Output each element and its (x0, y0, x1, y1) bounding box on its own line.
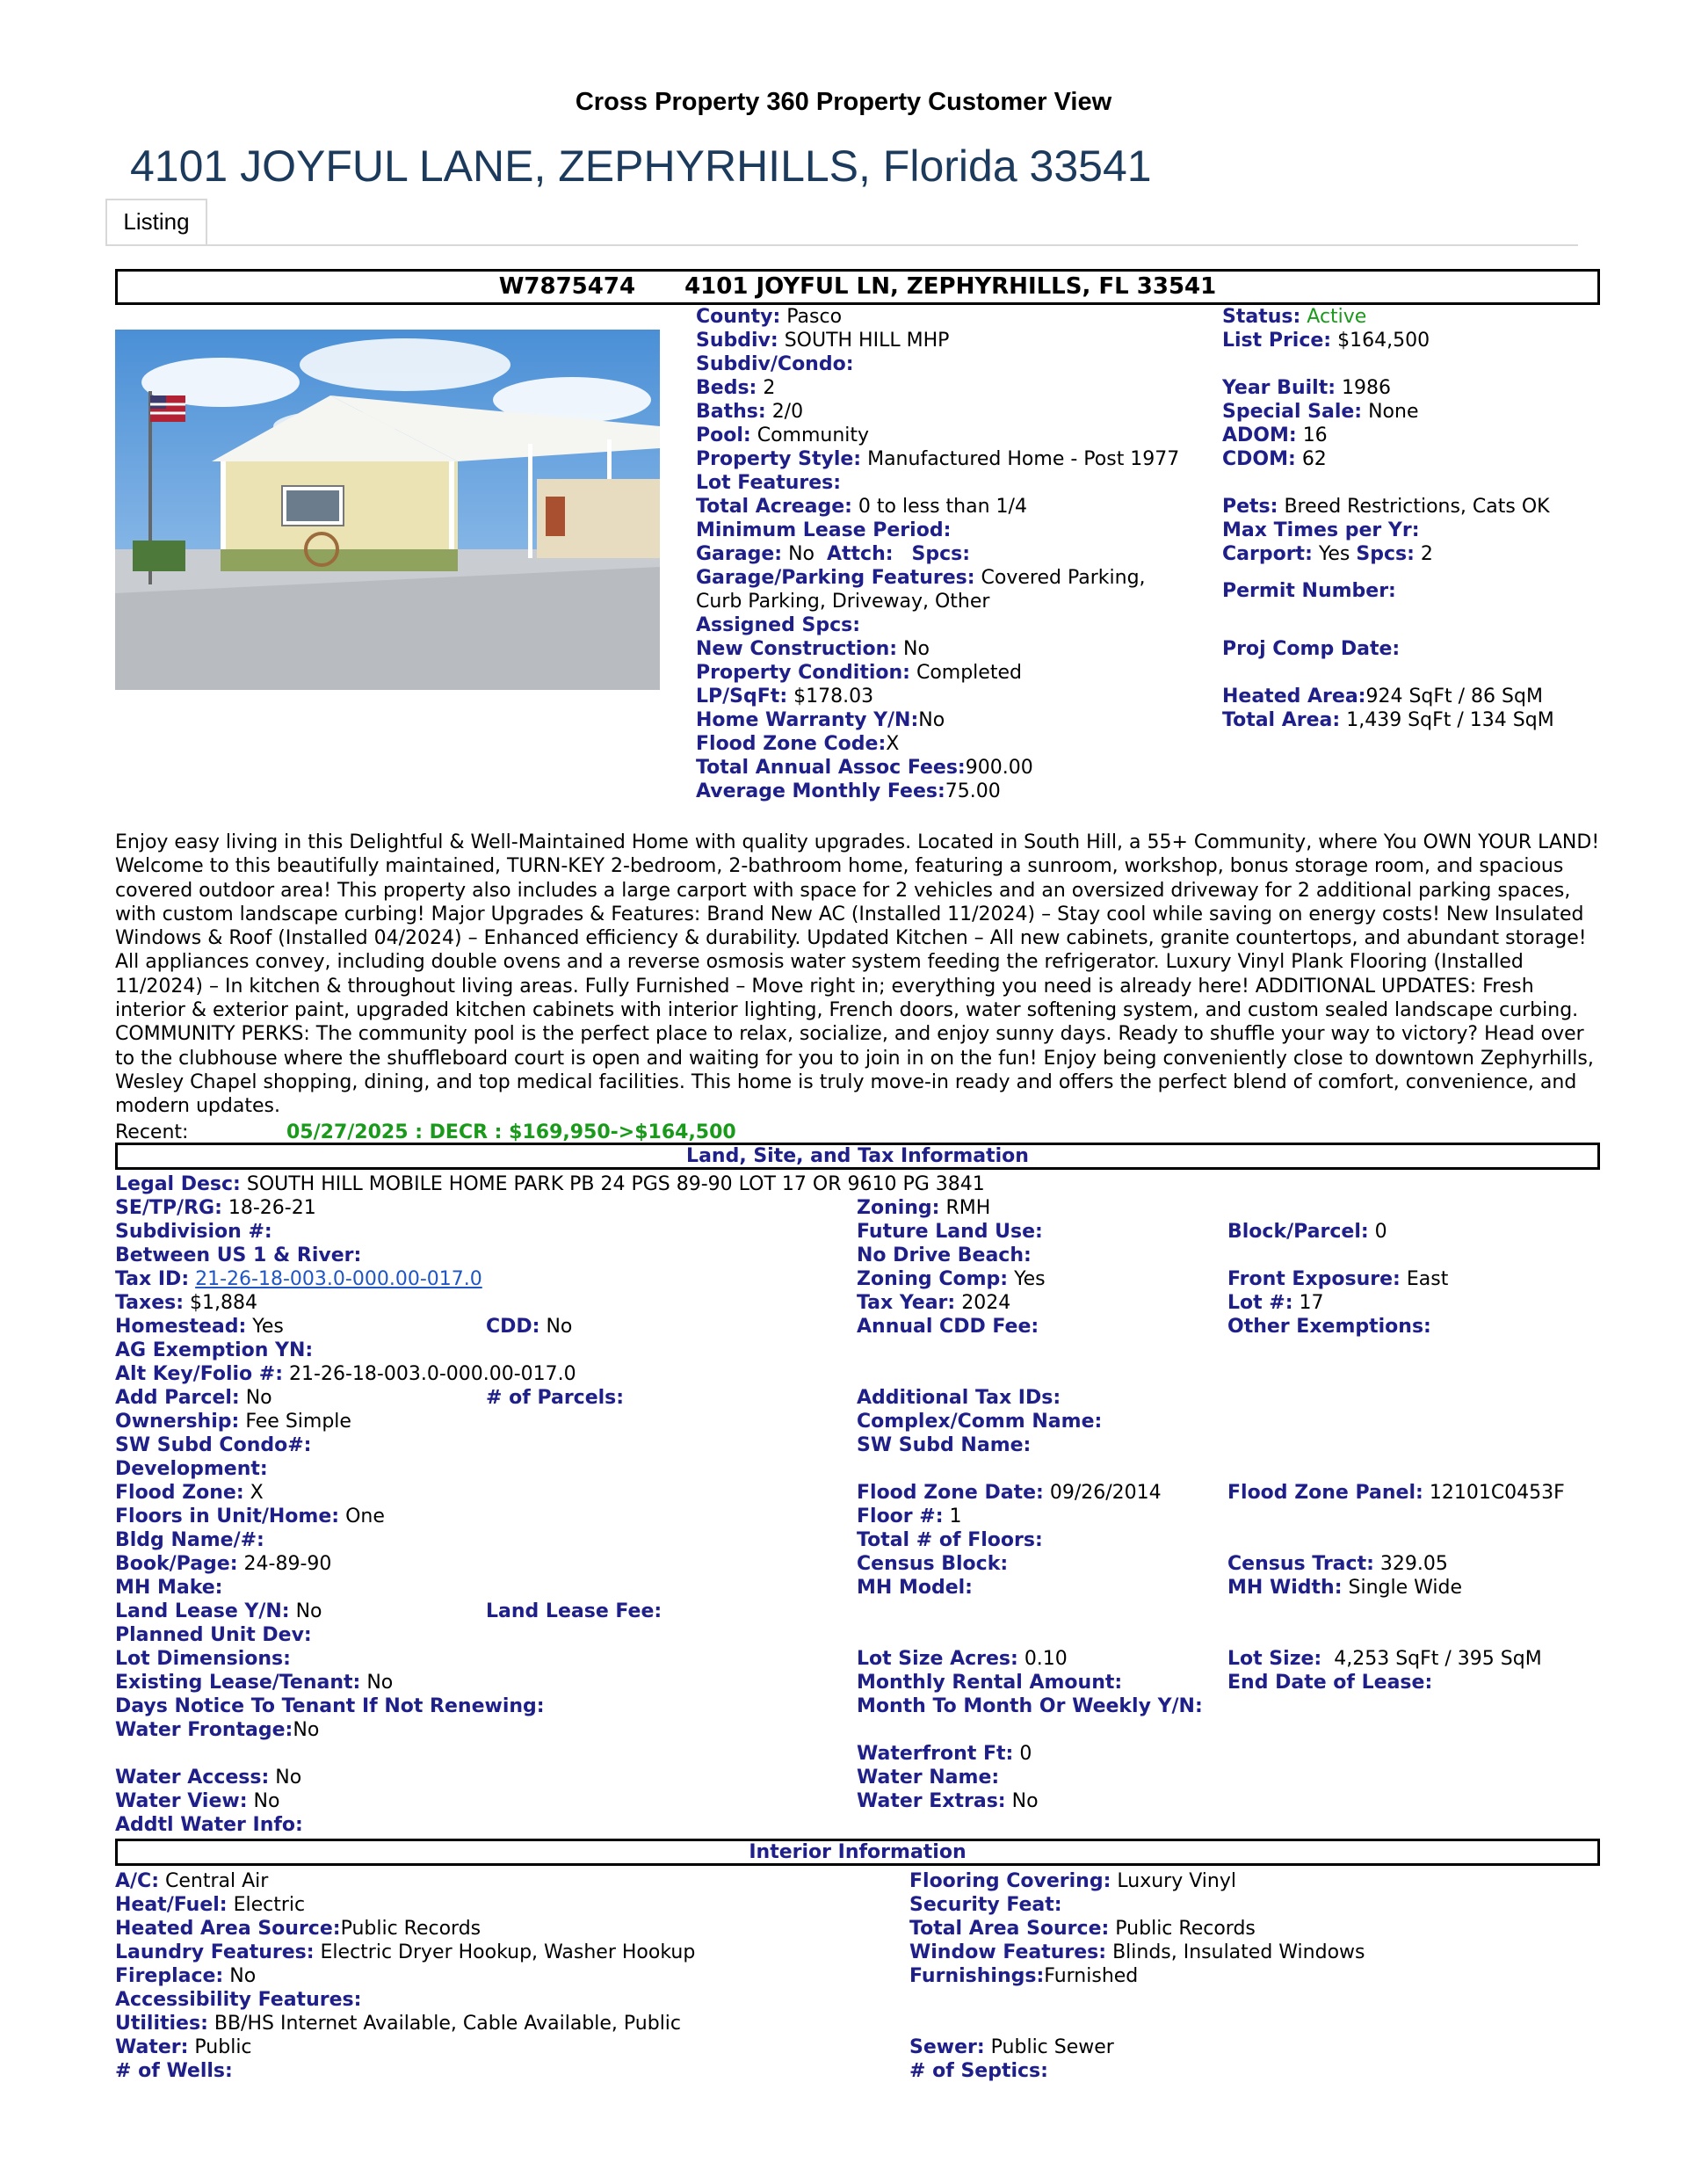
address-heading: 4101 JOYFUL LANE, ZEPHYRHILLS, Florida 33541 (130, 141, 1152, 191)
water-name: Water Name: (857, 1767, 1000, 1789)
planned-unit-dev: Planned Unit Dev: (115, 1624, 312, 1646)
monthly-rental-amount: Monthly Rental Amount: (857, 1672, 1123, 1694)
annual-cdd-fee: Annual CDD Fee: (857, 1316, 1039, 1338)
water: Water: Public (115, 2036, 252, 2058)
mh-width: MH Width: Single Wide (1227, 1577, 1463, 1599)
floor-number: Floor #: 1 (857, 1506, 962, 1527)
property-style: Property Style: Manufactured Home - Post 1977 (696, 448, 1180, 470)
security-feat: Security Feat: (909, 1894, 1062, 1916)
mh-model: MH Model: (857, 1577, 973, 1599)
no-drive-beach: No Drive Beach: (857, 1244, 1032, 1266)
permit-number: Permit Number: (1222, 580, 1396, 602)
month-to-month: Month To Month Or Weekly Y/N: (857, 1695, 1203, 1717)
water-frontage: Water Frontage:No (115, 1719, 320, 1741)
flooring-covering: Flooring Covering: Luxury Vinyl (909, 1870, 1236, 1892)
number-of-wells: # of Wells: (115, 2060, 233, 2082)
tax-id-link[interactable]: 21-26-18-003.0-000.00-017.0 (195, 1268, 482, 1290)
waterfront-ft: Waterfront Ft: 0 (857, 1743, 1032, 1765)
subdiv: Subdiv: SOUTH HILL MHP (696, 330, 950, 352)
carport: Carport: Yes Spcs: 2 (1222, 543, 1433, 565)
future-land-use: Future Land Use: (857, 1221, 1043, 1243)
flood-zone-panel: Flood Zone Panel: 12101C0453F (1227, 1482, 1565, 1504)
se-tp-rg: SE/TP/RG: 18-26-21 (115, 1197, 316, 1219)
legal-desc: Legal Desc: SOUTH HILL MOBILE HOME PARK PB 24 PGS 89-90 LOT 17 OR 9610 PG 3841 (115, 1173, 985, 1195)
pool: Pool: Community (696, 424, 870, 446)
sw-subd-name: SW Subd Name: (857, 1434, 1032, 1456)
water-extras: Water Extras: No (857, 1790, 1039, 1812)
recent-change: Recent: (115, 1121, 189, 1143)
property-description: Enjoy easy living in this Delightful & Well-Maintained Home with quality upgrades. Located in South Hill, a 55+ Community, where You OWN YOUR LAND! Welcome to this beautifully maintained, TURN-KEY 2-bedroom, 2-bathroom home, featuring a sunroom, workshop, bonus storage room, and spacious covered outdoor area! This property also includes a large carport with space for 2 vehicles and an oversized driveway for 2 additional parking spaces, with custom landscape curbing! Major Upgrades & Features: Brand New AC (Installed 11/2024) – Stay cool while saving on energy costs! New Insulated Windows & Roof (Installed 04/2024) – Enhanced efficiency & durability. Updated Kitchen – All new cabinets, granite countertops, and abundant storage! All appliances convey, including double ovens and a reverse osmosis water system feeding the refrigerator. Luxury Vinyl Plank Flooring (Installed 11/2024) – In kitchen & throughout living areas. Fully Furnished – Move right in; everything you need is already here! ADDITIONAL UPDATES: Fresh interior & exterior paint, upgraded kitchen cabinets with interior lighting, French doors, water softening system, and custom sealed landscape curbing. COMMUNITY PERKS: The community pool is the perfect place to relax, socialize, and enjoy sunny days. Ready to shuffle your way to victory? Head over to the clubhouse where the shuffleboard court is open and waiting for you to join in on the fun! Enjoy being conveniently close to downtown Zephyrhills, Wesley Chapel shopping, dining, and top medical facilities. This home is truly move-in ready and offers the perfect blend of comfort, convenience, and modern updates. (115, 831, 1600, 1118)
recent-change-value: 05/27/2025 : DECR : $169,950->$164,500 (286, 1121, 736, 1143)
homestead: Homestead: Yes (115, 1316, 284, 1338)
average-monthly-fees: Average Monthly Fees:75.00 (696, 780, 1001, 802)
window-features: Window Features: Blinds, Insulated Windows (909, 1941, 1365, 1963)
days-notice: Days Notice To Tenant If Not Renewing: (115, 1695, 545, 1717)
total-floors: Total # of Floors: (857, 1529, 1043, 1551)
beds: Beds: 2 (696, 377, 776, 399)
status-badge: Active (1307, 306, 1367, 328)
home-warranty: Home Warranty Y/N:No (696, 709, 945, 731)
accessibility-features: Accessibility Features: (115, 1989, 362, 2011)
subdiv-condo: Subdiv/Condo: (696, 353, 854, 375)
fireplace: Fireplace: No (115, 1965, 257, 1987)
laundry-features: Laundry Features: Electric Dryer Hookup, Washer Hookup (115, 1941, 696, 1963)
listing-header (115, 269, 1600, 305)
lot-dimensions: Lot Dimensions: (115, 1648, 291, 1670)
other-exemptions: Other Exemptions: (1227, 1316, 1431, 1338)
zoning: Zoning: RMH (857, 1197, 991, 1219)
flood-zone: Flood Zone: X (115, 1482, 264, 1504)
existing-lease: Existing Lease/Tenant: No (115, 1672, 394, 1694)
cdom: CDOM: 62 (1222, 448, 1327, 470)
taxes: Taxes: $1,884 (115, 1292, 258, 1314)
page-title: Cross Property 360 Property Customer View (575, 88, 1112, 116)
minimum-lease: Minimum Lease Period: (696, 519, 952, 541)
total-acreage: Total Acreage: 0 to less than 1/4 (696, 496, 1027, 518)
status: Status: Active (1222, 306, 1367, 328)
development: Development: (115, 1458, 268, 1480)
max-times-per-yr: Max Times per Yr: (1222, 519, 1420, 541)
garage-parking-features: Garage/Parking Features: Covered Parking, (696, 567, 1146, 589)
land-lease: Land Lease Y/N: No (115, 1600, 322, 1622)
block-parcel: Block/Parcel: 0 (1227, 1221, 1387, 1243)
section-interior: Interior Information (115, 1839, 1600, 1866)
property-condition: Property Condition: Completed (696, 662, 1022, 684)
water-access: Water Access: No (115, 1767, 302, 1789)
number-of-septics: # of Septics: (909, 2060, 1048, 2082)
heated-area: Heated Area:924 SqFt / 86 SqM (1222, 686, 1543, 707)
county: County: Pasco (696, 306, 843, 328)
garage: Garage: No Attch: Spcs: (696, 543, 971, 565)
between-us1-river: Between US 1 & River: (115, 1244, 362, 1266)
lot-size: Lot Size: 4,253 SqFt / 395 SqM (1227, 1648, 1542, 1670)
total-area: Total Area: 1,439 SqFt / 134 SqM (1222, 709, 1554, 731)
alt-key-folio: Alt Key/Folio #: 21-26-18-003.0-000.00-017.0 (115, 1363, 576, 1385)
lot-size-acres: Lot Size Acres: 0.10 (857, 1648, 1068, 1670)
census-block: Census Block: (857, 1553, 1009, 1575)
sewer: Sewer: Public Sewer (909, 2036, 1114, 2058)
lp-sqft: LP/SqFt: $178.03 (696, 686, 874, 707)
garage-parking-features-cont: Curb Parking, Driveway, Other (696, 591, 990, 613)
addtl-water-info: Addtl Water Info: (115, 1814, 303, 1836)
heat-fuel: Heat/Fuel: Electric (115, 1894, 306, 1916)
heated-area-source: Heated Area Source:Public Records (115, 1918, 481, 1940)
mh-make: MH Make: (115, 1577, 223, 1599)
list-price: List Price: $164,500 (1222, 330, 1430, 352)
book-page: Book/Page: 24-89-90 (115, 1553, 332, 1575)
add-parcel: Add Parcel: No (115, 1387, 272, 1409)
assigned-spcs: Assigned Spcs: (696, 614, 861, 636)
sw-subd-condo: SW Subd Condo#: (115, 1434, 312, 1456)
census-tract: Census Tract: 329.05 (1227, 1553, 1448, 1575)
year-built: Year Built: 1986 (1222, 377, 1392, 399)
lot-features: Lot Features: (696, 472, 842, 494)
subdivision-number: Subdivision #: (115, 1221, 272, 1243)
utilities: Utilities: BB/HS Internet Available, Cable Available, Public (115, 2013, 682, 2035)
flood-zone-code: Flood Zone Code:X (696, 733, 900, 755)
pets: Pets: Breed Restrictions, Cats OK (1222, 496, 1550, 518)
special-sale: Special Sale: None (1222, 401, 1419, 423)
number-of-parcels: # of Parcels: (486, 1387, 625, 1409)
new-construction: New Construction: No (696, 638, 930, 660)
front-exposure: Front Exposure: East (1227, 1268, 1449, 1290)
tab-bar (105, 199, 1578, 246)
water-view: Water View: No (115, 1790, 280, 1812)
ac: A/C: Central Air (115, 1870, 269, 1892)
total-annual-assoc-fees: Total Annual Assoc Fees:900.00 (696, 757, 1033, 779)
land-lease-fee: Land Lease Fee: (486, 1600, 662, 1622)
property-photo (115, 330, 660, 690)
proj-comp-date: Proj Comp Date: (1222, 638, 1401, 660)
ownership: Ownership: Fee Simple (115, 1411, 351, 1433)
mls-number: W7875474 (498, 273, 636, 300)
baths: Baths: 2/0 (696, 401, 804, 423)
ag-exemption: AG Exemption YN: (115, 1339, 314, 1361)
flood-zone-date: Flood Zone Date: 09/26/2014 (857, 1482, 1162, 1504)
floors-in-unit: Floors in Unit/Home: One (115, 1506, 385, 1527)
total-area-source: Total Area Source: Public Records (909, 1918, 1256, 1940)
tax-year: Tax Year: 2024 (857, 1292, 1011, 1314)
tab-listing[interactable]: Listing (105, 199, 207, 244)
cdd: CDD: No (486, 1316, 573, 1338)
section-land-site-tax: Land, Site, and Tax Information (115, 1143, 1600, 1170)
listing-address: 4101 JOYFUL LN, ZEPHYRHILLS, FL 33541 (684, 273, 1217, 300)
end-date-of-lease: End Date of Lease: (1227, 1672, 1433, 1694)
tax-id: Tax ID: 21-26-18-003.0-000.00-017.0 (115, 1268, 482, 1290)
bldg-name: Bldg Name/#: (115, 1529, 264, 1551)
zoning-comp: Zoning Comp: Yes (857, 1268, 1046, 1290)
furnishings: Furnishings:Furnished (909, 1965, 1139, 1987)
adom: ADOM: 16 (1222, 424, 1328, 446)
additional-tax-ids: Additional Tax IDs: (857, 1387, 1061, 1409)
complex-comm-name: Complex/Comm Name: (857, 1411, 1103, 1433)
lot-number: Lot #: 17 (1227, 1292, 1324, 1314)
